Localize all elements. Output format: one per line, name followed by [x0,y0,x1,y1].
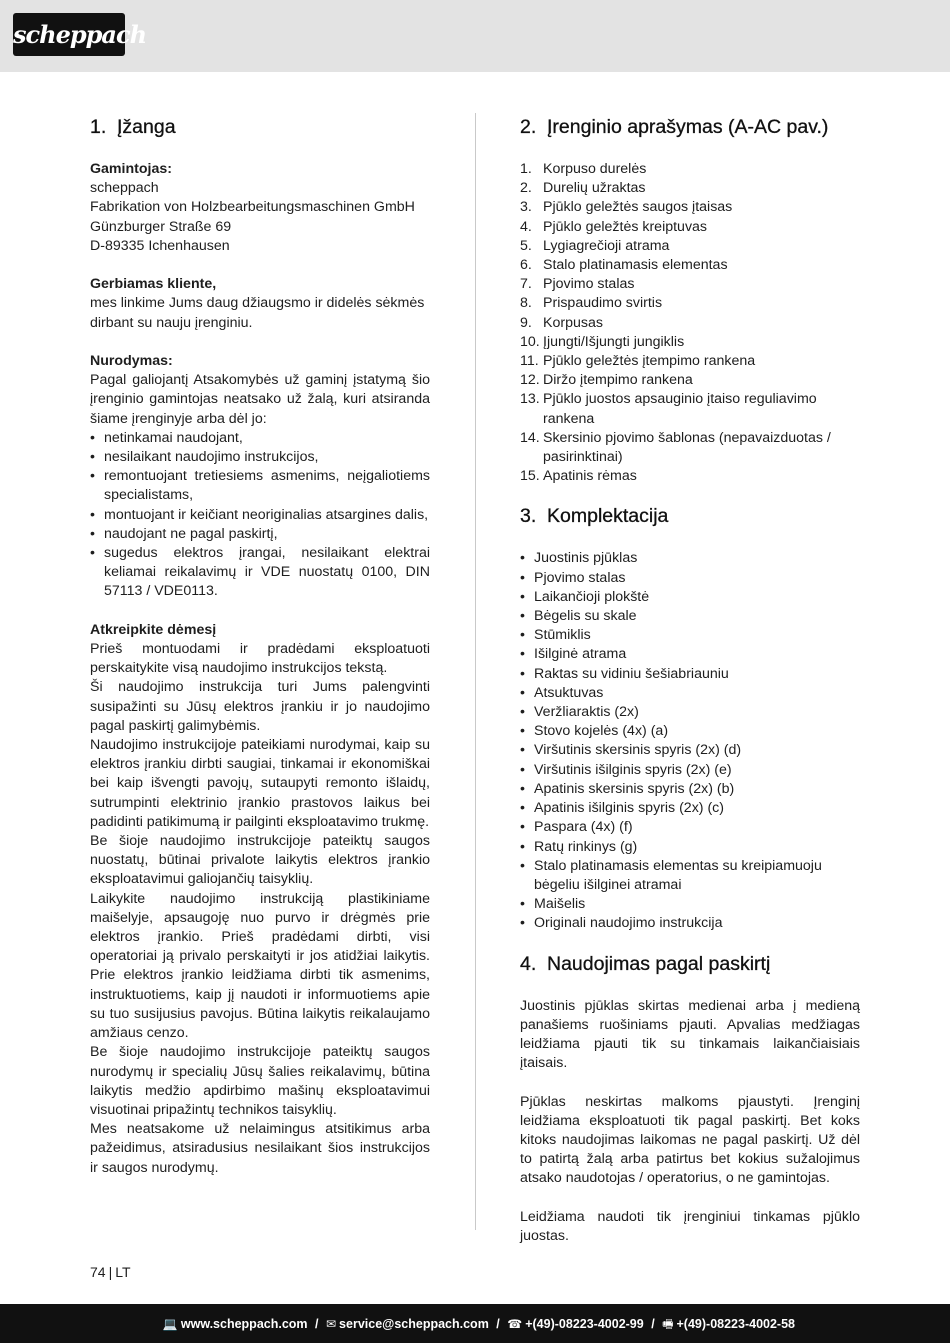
list-item: • Viršutinis išilginis spyris (2x) (e) [520,761,860,780]
intended-use-paragraph: Pjūklas neskirtas malkoms pjaustyti. Įrenginį leidžiama eksploatuoti tik pagal paskirtį. Bet koks kitoks naudojimas laikomas ne pagal paskirtį. Už dėl to patirtą žalą arba patirtus bet kokius sužalojimus atsako naudotojas / operatorius, o ne gamintojas. [520,1093,860,1187]
list-item: 7. Pjovimo stalas [520,276,635,293]
fax-number: +(49)-08223-4002-58 [676,1317,795,1331]
list-item: • sugedus elektros įrangai, nesilaikant elektrai keliamai reikalavimų ir VDE nuostatų 0100, DIN 57113 / VDE0113. [90,544,430,602]
manufacturer-line: Fabrikation von Holzbearbeitungsmaschinen GmbH [90,199,415,216]
note-label: Nurodymas: [90,353,173,369]
list-item: 5. Lygiagrečioji atrama [520,237,670,254]
footer-band [0,1304,950,1343]
list-item: 10. Įjungti/Išjungti jungiklis [520,333,685,350]
page-number: 74 | LT [90,1264,131,1280]
attention-paragraph: Prieš montuodami ir pradėdami eksploatuoti perskaitykite visą naudojimo instrukcijos tekstą. [90,641,430,677]
list-item: • Viršutinis skersinis spyris (2x) (d) [520,741,860,760]
page-language: LT [115,1264,131,1280]
column-divider [475,113,476,1230]
list-item: • Paspara (4x) (f) [520,818,860,837]
list-item: 15. Apatinis rėmas [520,468,637,485]
scheppach-logo: scheppach [13,13,125,56]
email-link[interactable]: service@scheppach.com [339,1317,489,1331]
list-item: • Apatinis išilginis spyris (2x) (c) [520,799,860,818]
header-band [0,0,950,72]
manufacturer-line: D-89335 Ichenhausen [90,237,230,254]
footer-contacts: 💻 www.scheppach.com / ✉ service@scheppach.com / ☎ +(49)-08223-4002-99 / 🖷 +(49)-08223-4002-58 [162,1317,795,1331]
attention-paragraph: Ši naudojimo instrukcija turi Jums palengvinti susipažinti su Jūsų elektros įrankiu ir jo naudojimo pagal paskirtį galimybėmis. [90,679,430,734]
phone-number: +(49)-08223-4002-99 [525,1317,644,1331]
scope-list [520,549,860,933]
attention-paragraph: Laikykite naudojimo instrukciją plastikiniame maišelyje, apsaugoję nuo purvo ir drėgmės prie elektros įrankio. Prieš pradėdami dirbti, visi operatoriai ją privalo perskaityti ir jos atidžiai laikytis. Prie elektros įrankio leidžiama dirbti tik asmenims, instruktuotiems, kaip jį naudoti ir informuotiems apie su tuo susijusius pavojus. Būtina laikytis reikalaujamo amžiaus cenzo. [90,890,430,1042]
list-item: • Pjovimo stalas [520,569,860,588]
list-item: 3. Pjūklo geležtės saugos įtaisas [520,199,733,216]
manufacturer-address [90,179,430,256]
list-item: • Originali naudojimo instrukcija [520,914,860,933]
list-item: • Ratų rinkinys (g) [520,838,860,857]
list-item: • montuojant ir keičiant neoriginalias atsargines dalis, [90,506,430,525]
computer-icon: 💻 [162,1317,178,1331]
list-item: 14. Skersinio pjovimo šablonas (nepavaizduotas / pasirinktinai) [520,429,831,466]
list-item: • Raktas su vidiniu šešiabriauniu [520,665,860,684]
list-item: 12. Diržo įtempimo rankena [520,372,693,389]
list-item: • netinkamai naudojant, [90,429,430,448]
list-item: 2. Durelių užraktas [520,180,646,197]
attention-paragraph: Be šioje naudojimo instrukcijoje pateiktų saugos nurodymų ir specialių Jūsų šalies reikalavimų, būtina laikytis medžio apdirbimo mašinų eksploatavimui visuotinai pripažintų technikos taisyklių. [90,1044,430,1118]
list-item: • Stalo platinamasis elementas su kreipiamuoju bėgeliu išilginei atramai [520,857,860,895]
list-item: 11. Pjūklo geležtės įtempimo rankena [520,353,756,370]
customer-label: Gerbiamas kliente, [90,276,217,293]
list-item: • Veržliaraktis (2x) [520,703,860,722]
list-item: • remontuojant tretiesiems asmenims, neįgaliotiems specialistams, [90,467,430,505]
attention-paragraph: Naudojimo instrukcijoje pateikiami nurodymai, kaip su elektros įrankiu dirbti saugiai, tinkamai ir ekonomiškai bei kaip išvengti pavojų, sutaupyti remonto išlaidų, sutrumpinti elektrinio įrankio prastovos laikus bei padidinti patikimumą ir pailginti eksploatavimo trukmę. [90,737,430,830]
manufacturer-line: Günzburger Straße 69 [90,218,232,235]
list-item: • Apatinis skersinis spyris (2x) (b) [520,780,860,799]
right-column [520,114,860,1246]
attention-paragraph: Mes neatsakome už nelaimingus atsitikimus arba pažeidimus, atsiradusius nesilaikant šios instrukcijos ir saugos nurodymų. [90,1121,430,1176]
list-item: • Juostinis pjūklas [520,549,860,568]
list-item: • Stūmiklis [520,626,860,645]
list-item: • Bėgelis su skale [520,607,860,626]
list-item: • Atsuktuvas [520,684,860,703]
manufacturer-line: scheppach [90,180,159,197]
intended-use-paragraph: Juostinis pjūklas skirtas medienai arba į medieną panašiems ruošiniams pjauti. Apvalias medžiagas leidžiama pjauti tik su tinkamais laikančiaisiais įtaisais. [520,997,860,1072]
list-item: • Laikančioji plokštė [520,588,860,607]
description-list [520,160,860,486]
intended-use-paragraph: Leidžiama naudoti tik įrenginiui tinkamas pjūklo juostas. [520,1208,860,1244]
list-item: 9. Korpusas [520,314,603,331]
section-2-heading: 2. Įrenginio aprašymas (A-AC pav.) [520,116,829,138]
section-3-heading: 3. Komplektacija [520,505,669,528]
list-item: 4. Pjūklo geležtės kreiptuvas [520,218,708,235]
page-number-value: 74 [90,1264,106,1280]
mail-icon: ✉ [325,1317,337,1331]
list-item: • nesilaikant naudojimo instrukcijos, [90,448,430,467]
fax-icon: 🖷 [662,1317,674,1331]
section-4-heading: 4. Naudojimas pagal paskirtį [520,952,771,975]
phone-icon: ☎ [507,1317,523,1331]
attention-label: Atkreipkite dėmesį [90,621,217,638]
list-item: 8. Prispaudimo svirtis [520,295,663,312]
customer-text: mes linkime Jums daug džiaugsmo ir didelės sėkmės dirbant su nauju įrenginiu. [90,295,425,331]
manufacturer-label: Gamintojas: [90,161,172,177]
list-item: 1. Korpuso durelės [520,161,647,177]
attention-paragraph: Be šioje naudojimo instrukcijoje pateiktų saugos nuostatų, būtinai privalote laikytis elektros įrankio eksploatavimui galiojančių taisyklių. [90,833,430,888]
left-column [90,114,430,1178]
list-item: 6. Stalo platinamasis elementas [520,257,728,274]
list-item: 13. Pjūklo juostos apsauginio įtaiso reguliavimo rankena [520,391,817,427]
section-1-heading: 1. Įžanga [90,116,176,138]
list-item: • naudojant ne pagal paskirtį, [90,525,430,544]
note-text: Pagal galiojantį Atsakomybės už gaminį įstatymą šio įrenginio gamintojas neatsako už žalą, kuri atsiranda šiame įrenginyje arba dėl jo: [90,372,430,427]
list-item: • Maišelis [520,895,860,914]
website-link[interactable]: www.scheppach.com [180,1317,308,1331]
note-bullet-list [90,429,430,602]
list-item: • Stovo kojelės (4x) (a) [520,722,860,741]
list-item: • Išilginė atrama [520,645,860,664]
